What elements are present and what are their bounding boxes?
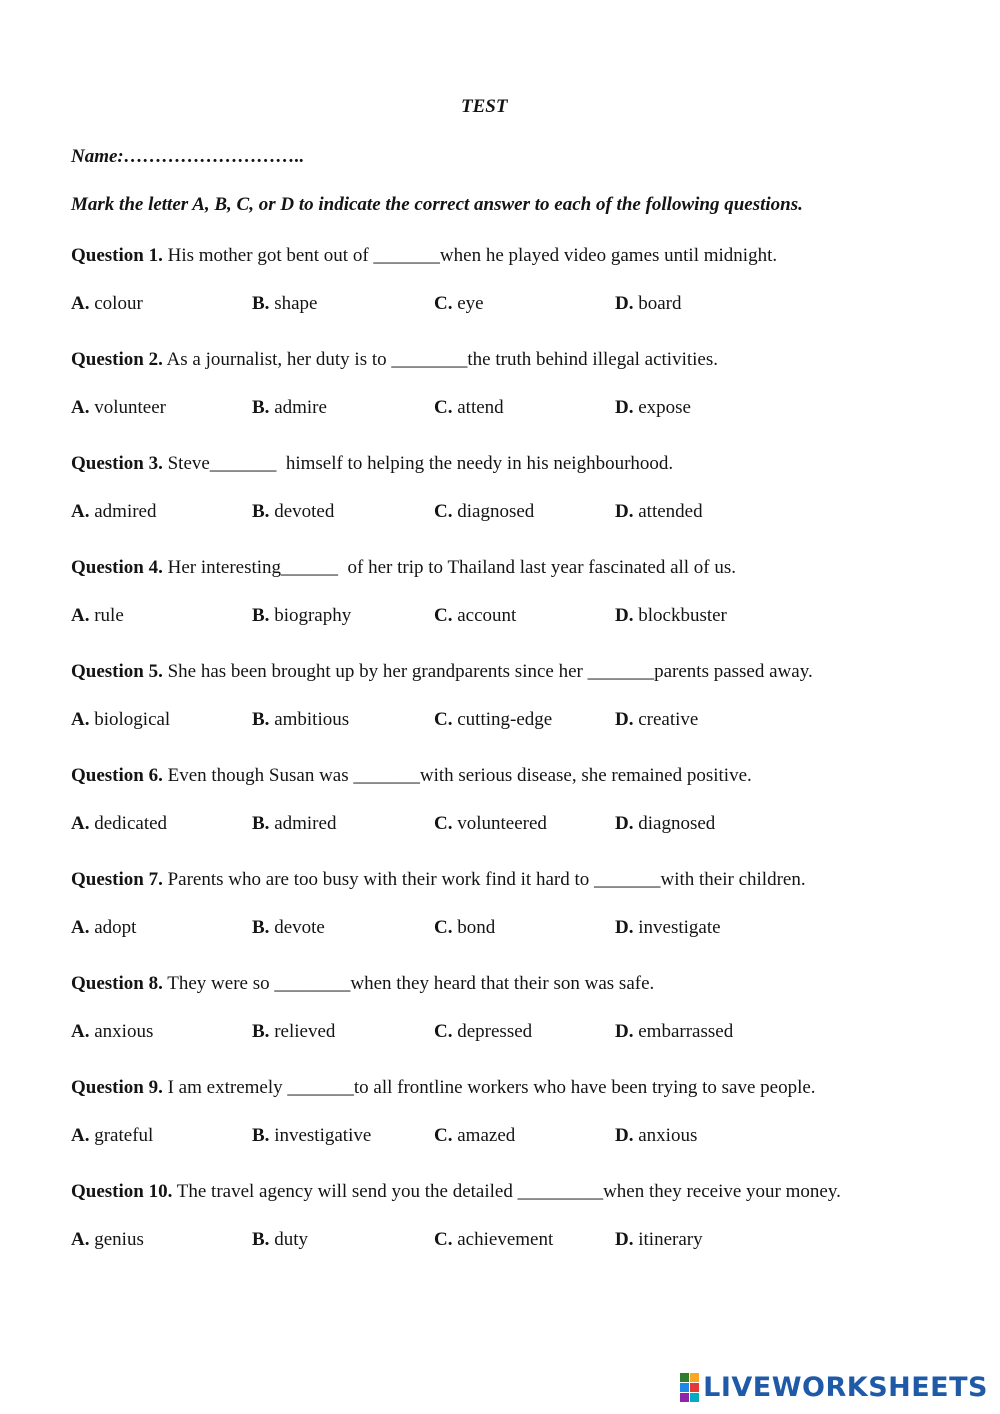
question-number: Question 7. <box>71 869 163 890</box>
option-c[interactable]: C. cutting-edge <box>434 709 553 730</box>
option-b[interactable]: B. ambitious <box>252 709 350 730</box>
option-c[interactable]: C. account <box>434 605 517 626</box>
option-c[interactable]: C. attend <box>434 397 504 418</box>
question-9 <box>71 1064 951 1146</box>
answer-options <box>71 384 951 418</box>
option-c[interactable]: C. achievement <box>434 1229 554 1250</box>
question-number: Question 6. <box>71 765 163 786</box>
option-c[interactable]: C. eye <box>434 293 484 314</box>
option-d[interactable]: D. investigate <box>615 917 721 938</box>
question-7 <box>71 856 951 938</box>
liveworksheets-logo <box>680 1372 988 1403</box>
question-number: Question 2. <box>71 349 163 370</box>
option-d[interactable]: D. blockbuster <box>615 605 727 626</box>
question-4 <box>71 544 951 626</box>
question-2 <box>71 336 951 418</box>
option-b[interactable]: B. investigative <box>252 1125 372 1146</box>
option-a[interactable]: A. grateful <box>71 1125 154 1146</box>
question-number: Question 4. <box>71 557 163 578</box>
option-a[interactable]: A. admired <box>71 501 157 522</box>
question-3 <box>71 440 951 522</box>
option-b[interactable]: B. devote <box>252 917 325 938</box>
question-5 <box>71 648 951 730</box>
question-text: Parents who are too busy with their work find it hard to _______with their children. <box>162 869 806 890</box>
option-d[interactable]: D. board <box>615 293 682 314</box>
option-b[interactable]: B. shape <box>252 293 318 314</box>
answer-options <box>71 1008 951 1042</box>
answer-options <box>71 280 951 314</box>
question-number: Question 10. <box>71 1181 173 1202</box>
name-field-line: Name:……………………….. <box>71 146 305 167</box>
answer-options <box>71 1112 951 1146</box>
option-b[interactable]: B. duty <box>252 1229 308 1250</box>
option-c[interactable]: C. volunteered <box>434 813 547 834</box>
option-d[interactable]: D. diagnosed <box>615 813 716 834</box>
option-c[interactable]: C. depressed <box>434 1021 533 1042</box>
question-text: Even though Susan was _______with serious disease, she remained positive. <box>162 765 752 786</box>
question-number: Question 5. <box>71 661 163 682</box>
option-b[interactable]: B. devoted <box>252 501 335 522</box>
option-b[interactable]: B. relieved <box>252 1021 336 1042</box>
question-text: The travel agency will send you the detailed _________when they receive your money. <box>172 1181 841 1202</box>
option-a[interactable]: A. dedicated <box>71 813 168 834</box>
question-1 <box>71 232 951 314</box>
question-text: His mother got bent out of _______when he played video games until midnight. <box>162 245 778 266</box>
option-a[interactable]: A. colour <box>71 293 143 314</box>
option-c[interactable]: C. amazed <box>434 1125 516 1146</box>
option-a[interactable]: A. adopt <box>71 917 137 938</box>
option-d[interactable]: D. anxious <box>615 1125 698 1146</box>
logo-text: LIVEWORKSHEETS <box>703 1372 988 1403</box>
option-a[interactable]: A. anxious <box>71 1021 154 1042</box>
page-title: TEST <box>461 96 508 117</box>
question-text: As a journalist, her duty is to ________the truth behind illegal activities. <box>162 349 718 370</box>
option-d[interactable]: D. expose <box>615 397 691 418</box>
question-number: Question 8. <box>71 973 163 994</box>
question-text: They were so ________when they heard that their son was safe. <box>162 973 655 994</box>
liveworksheets-logo-icon <box>680 1373 699 1402</box>
option-d[interactable]: D. embarrassed <box>615 1021 734 1042</box>
option-c[interactable]: C. diagnosed <box>434 501 535 522</box>
option-b[interactable]: B. admired <box>252 813 337 834</box>
option-d[interactable]: D. creative <box>615 709 699 730</box>
option-b[interactable]: B. biography <box>252 605 352 626</box>
answer-options <box>71 488 951 522</box>
option-d[interactable]: D. attended <box>615 501 703 522</box>
answer-options <box>71 800 951 834</box>
question-8 <box>71 960 951 1042</box>
question-number: Question 9. <box>71 1077 163 1098</box>
answer-options <box>71 904 951 938</box>
question-number: Question 3. <box>71 453 163 474</box>
option-a[interactable]: A. biological <box>71 709 171 730</box>
option-d[interactable]: D. itinerary <box>615 1229 703 1250</box>
question-6 <box>71 752 951 834</box>
answer-options <box>71 696 951 730</box>
question-text: Her interesting______ of her trip to Thailand last year fascinated all of us. <box>162 557 737 578</box>
question-number: Question 1. <box>71 245 163 266</box>
question-text: Steve_______ himself to helping the needy in his neighbourhood. <box>162 453 674 474</box>
option-a[interactable]: A. volunteer <box>71 397 166 418</box>
option-b[interactable]: B. admire <box>252 397 327 418</box>
option-c[interactable]: C. bond <box>434 917 496 938</box>
option-a[interactable]: A. genius <box>71 1229 144 1250</box>
instructions: Mark the letter A, B, C, or D to indicate the correct answer to each of the following questions. <box>71 194 803 215</box>
question-10 <box>71 1168 861 1250</box>
answer-options <box>71 1216 861 1250</box>
question-text: She has been brought up by her grandparents since her _______parents passed away. <box>162 661 813 682</box>
option-a[interactable]: A. rule <box>71 605 124 626</box>
question-text: I am extremely _______to all frontline workers who have been trying to save people. <box>162 1077 816 1098</box>
answer-options <box>71 592 951 626</box>
